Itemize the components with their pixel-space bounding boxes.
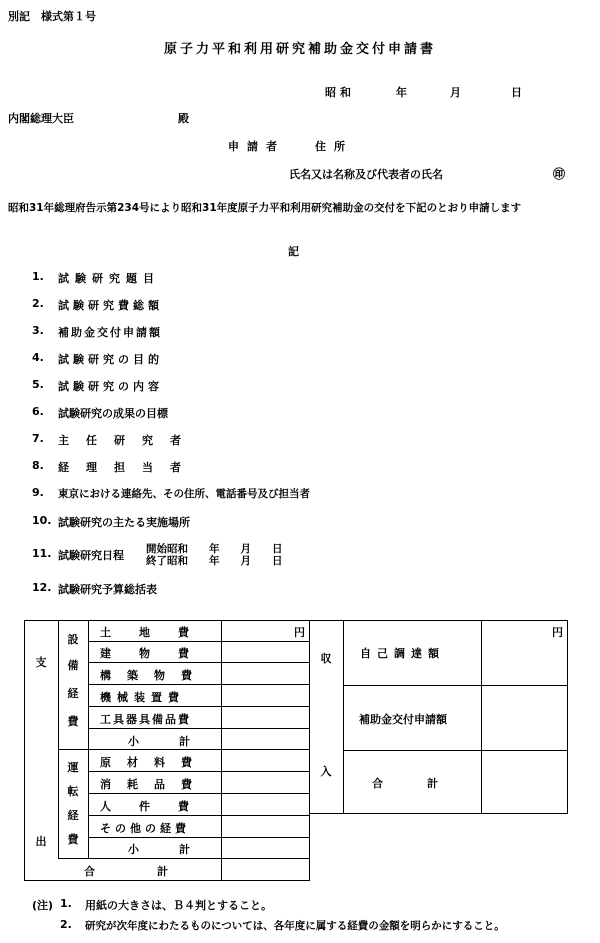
table-row-label: その他の経費: [100, 822, 190, 835]
address-label: 住所: [315, 140, 353, 153]
list-item: [0, 486, 600, 502]
list-item: [0, 297, 600, 313]
equipment-group-char: 備: [67, 659, 79, 672]
item-number: 9.: [32, 486, 44, 499]
list-item: [0, 432, 600, 448]
income-row-label: 自己調達額: [360, 647, 445, 660]
item-label: 試験研究の成果の目標: [58, 407, 168, 420]
list-item: [0, 351, 600, 367]
equipment-group-char: 設: [67, 633, 79, 646]
equipment-group-char: 費: [67, 715, 79, 728]
expense-total-label: 合計: [84, 865, 230, 878]
schedule-start: 開始昭和 年 月 日: [146, 543, 283, 555]
income-row-label: 補助金交付申請額: [359, 713, 447, 726]
operating-group-char: 転: [67, 785, 79, 798]
item-number: 3.: [32, 324, 44, 337]
list-item: [0, 459, 600, 475]
item-number: 8.: [32, 459, 44, 472]
item-number: 11.: [32, 547, 52, 560]
list-item: [0, 543, 600, 567]
item-number: 2.: [32, 297, 44, 310]
expense-label-top: 支: [35, 656, 47, 669]
item-label: 主任研究者: [58, 434, 198, 447]
income-label-bottom: 入: [320, 765, 332, 778]
item-number: 12.: [32, 581, 52, 594]
item-number: 4.: [32, 351, 44, 364]
note-text: 研究が次年度にわたるものについては、各年度に属する経費の金額を明らかにすること。: [85, 920, 505, 932]
expense-label-bottom: 出: [35, 835, 47, 848]
applicant-label: 申請者: [228, 140, 285, 153]
date-day: 日: [511, 86, 522, 99]
item-number: 7.: [32, 432, 44, 445]
item-number: 1.: [32, 270, 44, 283]
list-item: [0, 378, 600, 394]
table-row-label: 小計: [128, 735, 230, 748]
item-label: 試験研究日程: [58, 549, 124, 562]
item-number: 10.: [32, 514, 52, 527]
item-label: 試験研究題目: [58, 272, 160, 285]
form-label: 別記 様式第１号: [8, 10, 96, 23]
name-label: 氏名又は名称及び代表者の氏名: [289, 168, 443, 181]
item-number: 6.: [32, 405, 44, 418]
table-row-label: 人件費: [100, 800, 217, 813]
seal-mark: ㊞: [553, 167, 566, 181]
table-row-label: 工具器具備品費: [100, 713, 191, 726]
table-row-label: 消耗品費: [100, 778, 208, 791]
yen-unit: 円: [552, 626, 563, 639]
note-number: 1.: [60, 897, 72, 910]
intro-text: 昭和31年総理府告示第234号により昭和31年度原子力平和利用研究補助金の交付を下記のとおり申請します: [8, 202, 522, 214]
table-row-label: 原材料費: [100, 756, 208, 769]
addressee: 内閣総理大臣: [8, 112, 74, 125]
item-label: 試験研究の内容: [58, 380, 163, 393]
list-item: [0, 270, 600, 286]
item-label: 補助金交付申請額: [58, 326, 162, 339]
table-row-label: 機械装置費: [100, 691, 185, 704]
list-item: [0, 581, 600, 597]
page-title: 原子力平和利用研究補助金交付申請書: [163, 42, 436, 57]
operating-group-char: 経: [67, 809, 79, 822]
honorific: 殿: [178, 112, 189, 125]
income-label-top: 収: [320, 652, 332, 665]
list-item: [0, 514, 600, 530]
table-row-label: 建物費: [100, 647, 217, 660]
ki-heading: 記: [288, 245, 299, 258]
item-label: 試験研究予算総括表: [58, 583, 157, 596]
note-text: 用紙の大きさは、Ｂ４判とすること。: [85, 899, 272, 912]
item-label: 試験研究の目的: [58, 353, 163, 366]
operating-group-char: 運: [67, 761, 79, 774]
table-row-label: 小計: [128, 843, 230, 856]
item-label: 試験研究の主たる実施場所: [58, 516, 190, 529]
item-label: 経理担当者: [58, 461, 198, 474]
item-number: 5.: [32, 378, 44, 391]
notes-label: (注): [32, 899, 54, 912]
table-row-label: 土地費: [100, 626, 217, 639]
list-item: [0, 405, 600, 421]
date-month: 月: [450, 86, 461, 99]
list-item: [0, 324, 600, 340]
operating-group-char: 費: [67, 833, 79, 846]
note-number: 2.: [60, 918, 72, 931]
date-year: 年: [396, 86, 407, 99]
table-row-label: 構築物費: [100, 669, 208, 682]
equipment-group-char: 経: [67, 687, 79, 700]
date-era: 昭和: [325, 86, 355, 99]
yen-unit: 円: [294, 626, 305, 639]
income-total-label: 合計: [372, 777, 482, 790]
item-label: 試験研究費総額: [58, 299, 163, 312]
schedule-end: 終了昭和 年 月 日: [146, 555, 283, 567]
item-label: 東京における連絡先、その住所、電話番号及び担当者: [58, 488, 310, 500]
